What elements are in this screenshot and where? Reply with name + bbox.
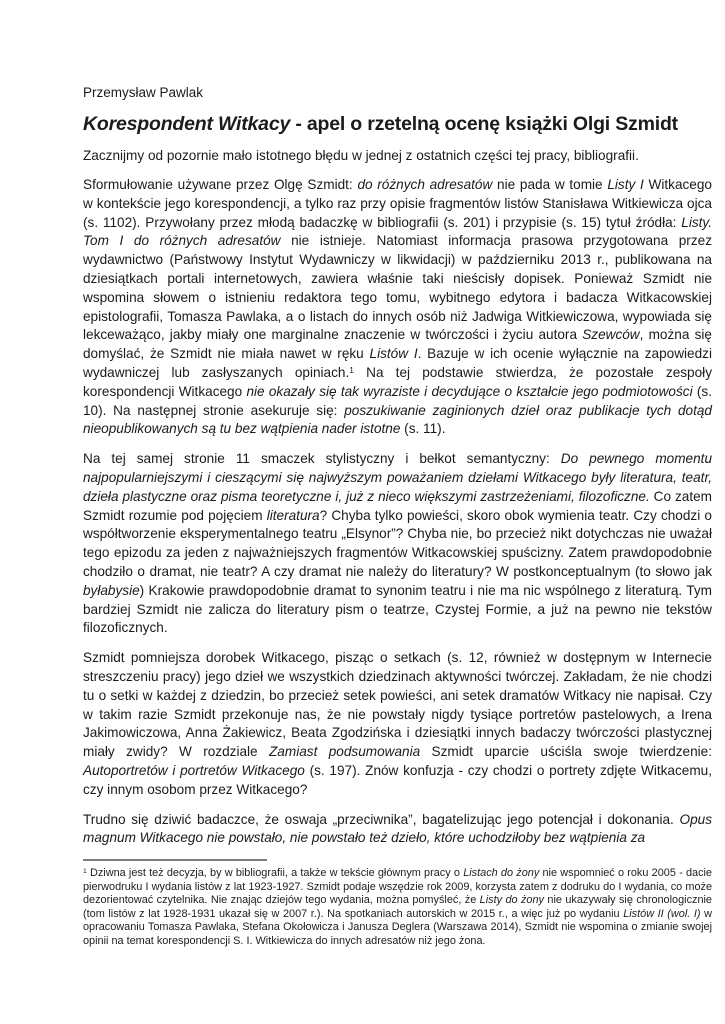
article-title: Korespondent Witkacy - apel o rzetelną ocenę książki Olgi Szmidt: [83, 113, 678, 135]
body-paragraph-2: Na tej samej stronie 11 smaczek stylistyczny i bełkot semantyczny: Do pewnego momentu najpopularniejszymi i cieszącymi się najwyższym poważaniem dziełami Witkacego były literatura, teatr, dzieła plastyczne oraz pisma teoretyczne i, już z nieco większymi zastrzeżeniami, filozoficzne. Co zatem Szmidt rozumie pod pojęciem literatura? Chyba tylko powieści, skoro obok wymienia teatr. Czy chodzi o współtworzenie eksperymentalnego teatru „Elsynor”? Chyba nie, bo przecież nikt dotychczas nie uważał tego epizodu za jeden z najważniejszych fragmentów Witkacowskiej spuścizny. Zatem prawdopodobnie chodziło o dramat, nie teatr? A czy dramat nie należy do literatury? W postkonceptualnym (to słowo jak byłabysie) Krakowie prawdopodobnie dramat to synonim teatru i nie ma nic wspólnego z literaturą. Tym bardziej Szmidt nie zalicza do literatury pism o teatrze, Czystej Formie, a już na pewno nie tekstów filozoficznych.: [83, 451, 713, 636]
body-paragraph-3: Szmidt pomniejsza dorobek Witkacego, pisząc o setkach (s. 12, również w dostępnym w Internecie streszczeniu pracy) jego dzieł we wszystkich dziedzinach aktywności twórczej. Zakładam, że nie chodzi tu o setki w każdej z dziedzin, bo przecież setek powieści, ani setek dramatów Witkacy nie napisał. Czy w takim razie Szmidt przekonuje nas, że nie powstały nigdy tysiące portretów pastelowych, a Irena Jakimowiczowa, Anna Żakiewicz, Beata Zgodzińska i dziesiątki innych badaczy twórczości plastycznej miały zwidy? W rozdziale Zamiast podsumowania Szmidt uparcie uściśla swoje twierdzenie: Autoportretów i portretów Witkacego (s. 197). Znów konfuzja - czy chodzi o portrety zdjęte Witkacemu, czy innym osobom przez Witkacego?: [83, 650, 712, 797]
body-paragraph-4: Trudno się dziwić badaczce, że oswaja „przeciwnika”, bagatelizując jego potencjał i dokonania. Opus magnum Witkacego nie powstało, nie powstało też dzieło, które uchodziłoby bez wątpienia za: [83, 811, 712, 846]
author-byline: Przemysław Pawlak: [83, 85, 204, 100]
lead-paragraph: Zacznijmy od pozornie mało istotnego błędu w jednej z ostatnich części tej pracy, bibliografii.: [83, 148, 639, 163]
footnote-text: $^1$ Dziwna jest też decyzja, by w bibliografii, a także w tekście głównym pracy o Listach do żony nie wspomnieć o roku 2005 - dacie pierwodruku I wydania listów z lat 1923-1927. Szmidt podaje wszędzie rok 2009, korzysta zatem z dodruku do I wydania, co może dezorientować czytelnika. Nie znając dziejów tego wydania, można pomyśleć, że Listy do żony nie ukazywały się chronologicznie (tom listów z lat 1928-1931 ukazał się w 2007 r.). Na spotkaniach autorskich w 2015 r., a więc już po wydaniu Listów II (wol. I) w opracowaniu Tomasza Pawlaka, Stefana Okołowicza i Janusza Deglera (Warszawa 2014), Szmidt nie wspomina o zmianie swojej opinii na temat korespondencji S. I. Witkiewicza do innych adresatów niż jego żona.: [83, 867, 712, 947]
footnote-separator: [83, 859, 267, 861]
body-paragraph-1: Sformułowanie używane przez Olgę Szmidt: do różnych adresatów nie pada w tomie Listy I Witkacego w kontekście jego korespondencji, a tylko raz przy opisie fragmentów listów Stanisława Witkiewicza ojca (s. 1102). Przywołany przez młodą badaczkę w bibliografii (s. 201) i przypisie (s. 15) tytuł źródła: Listy. Tom I do różnych adresatów nie istnieje. Natomiast informacja prasowa przygotowana przez wydawnictwo (Państwowy Instytut Wydawniczy w likwidacji) w październiku 2013 r., publikowana na dziesiątkach portali internetowych, zawiera właśnie taki nieścisły dopisek. Ponieważ Szmidt nie wspomina słowem o istnieniu redaktora tego tomu, wybitnego edytora i badacza Witkacowskiej epistolografii, Tomasza Pawlaka, a o listach do innych osób niż Jadwiga Witkiewiczowa, wypowiada się lekceważąco, jakby miały one marginalne znaczenie w twórczości i życiu autora Szewców, można się domyślać, że Szmidt nie miała nawet w ręku Listów I. Bazuje w ich ocenie wyłącznie na zapowiedzi wydawniczej lub zasłyszanych opiniach.$^1$ Na tej podstawie stwierdza, że pozostałe zespoły korespondencji Witkacego nie okazały się tak wyraziste i decydujące o kształcie jego podmiotowości (s. 10). Na następnej stronie asekuruje się: poszukiwanie zaginionych dzieł oraz publikacje tych dotąd nieopublikowanych są tu bez wątpienia nader istotne (s. 11).: [83, 177, 712, 437]
